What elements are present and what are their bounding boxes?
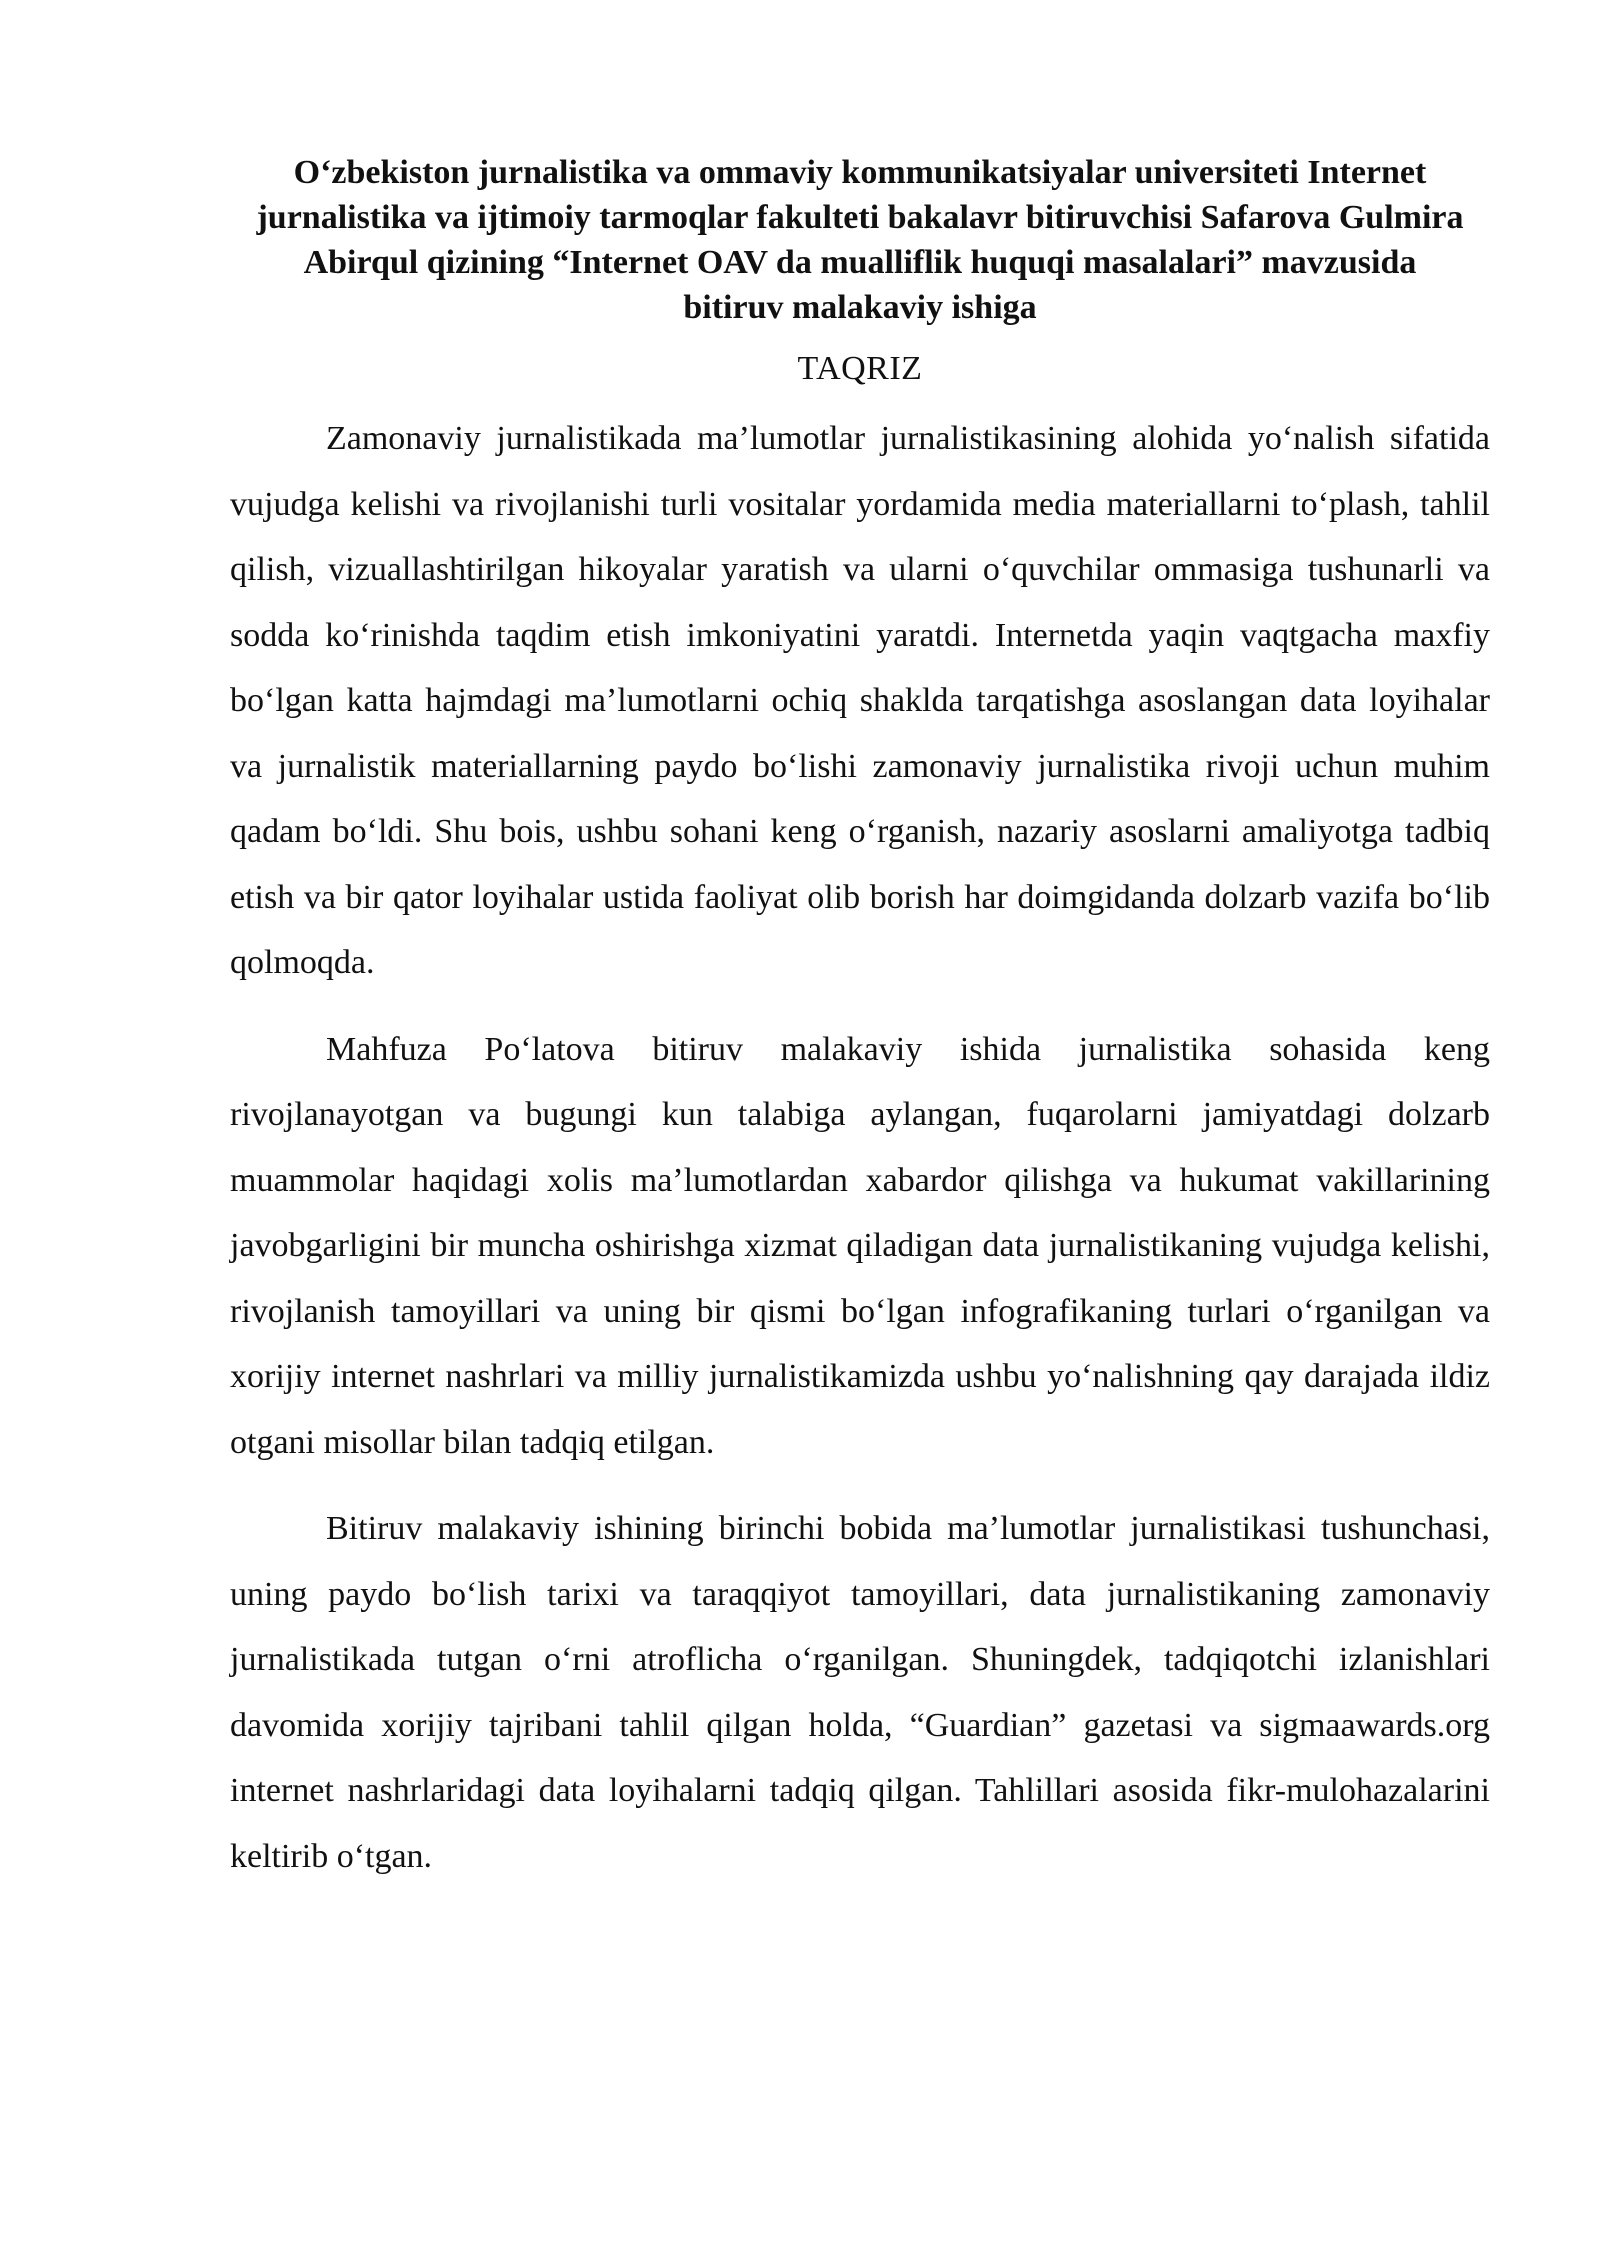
body-paragraph-3: Bitiruv malakaviy ishining birinchi bobida ma’lumotlar jurnalistikasi tushunchasi, uning paydo bo‘lish tarixi va taraqqiyot tamoyillari, data jurnalistikaning zamonaviy jurnalistikada tutgan o‘rni atroflicha o‘rganilgan. Shuningdek, tadqiqotchi izlanishlari davomida xorijiy tajribani tahlil qilgan holda, “Guardian” gazetasi va sigmaawards.org internet nashrlaridagi data loyihalarni tadqiq qilgan. Tahlillari asosida fikr-mulohazalarini keltirib o‘tgan. xyxy=(230,1510,1490,1875)
body-paragraph-1: Zamonaviy jurnalistikada ma’lumotlar jurnalistikasining alohida yo‘nalish sifatida vujudga kelishi va rivojlanishi turli vositalar yordamida media materiallarni to‘plash, tahlil qilish, vizuallashtirilgan hikoyalar yaratish va ularni o‘quvchilar ommasiga tushunarli va sodda ko‘rinishda taqdim etish imkoniyatini yaratdi. Internetda yaqin vaqtgacha maxfiy bo‘lgan katta hajmdagi ma’lumotlarni ochiq shaklda tarqatishga asoslangan data loyihalar va jurnalistik materiallarning paydo bo‘lishi zamonaviy jurnalistika rivoji uchun muhim qadam bo‘ldi. Shu bois, ushbu sohani keng o‘rganish, nazariy asoslarni amaliyotga tadbiq etish va bir qator loyihalar ustida faoliyat olib borish har doimgidanda dolzarb vazifa bo‘lib qolmoqda. xyxy=(230,420,1490,981)
document-type-title: TAQRIZ xyxy=(797,350,923,387)
document-heading: O‘zbekiston jurnalistika va ommaviy kommunikatsiyalar universiteti Internet jurnalistika va ijtimoiy tarmoqlar fakulteti bakalavr bitiruvchisi Safarova Gulmira Abirqul qizining “Internet OAV da mualliflik huquqi masalalari” mavzusida bitiruv malakaviy ishiga xyxy=(256,154,1464,326)
body-paragraph-2: Mahfuza Po‘latova bitiruv malakaviy ishida jurnalistika sohasida keng rivojlanayotgan va bugungi kun talabiga aylangan, fuqarolarni jamiyatdagi dolzarb muammolar haqidagi xolis ma’lumotlardan xabardor qilishga va hukumat vakillarining javobgarligini bir muncha oshirishga xizmat qiladigan data jurnalistikaning vujudga kelishi, rivojlanish tamoyillari va uning bir qismi bo‘lgan infografikaning turlari o‘rganilgan va xorijiy internet nashrlari va milliy jurnalistikamizda ushbu yo‘nalishning qay darajada ildiz otgani misollar bilan tadqiq etilgan. xyxy=(230,1030,1490,1461)
document-page xyxy=(230,150,1490,1910)
